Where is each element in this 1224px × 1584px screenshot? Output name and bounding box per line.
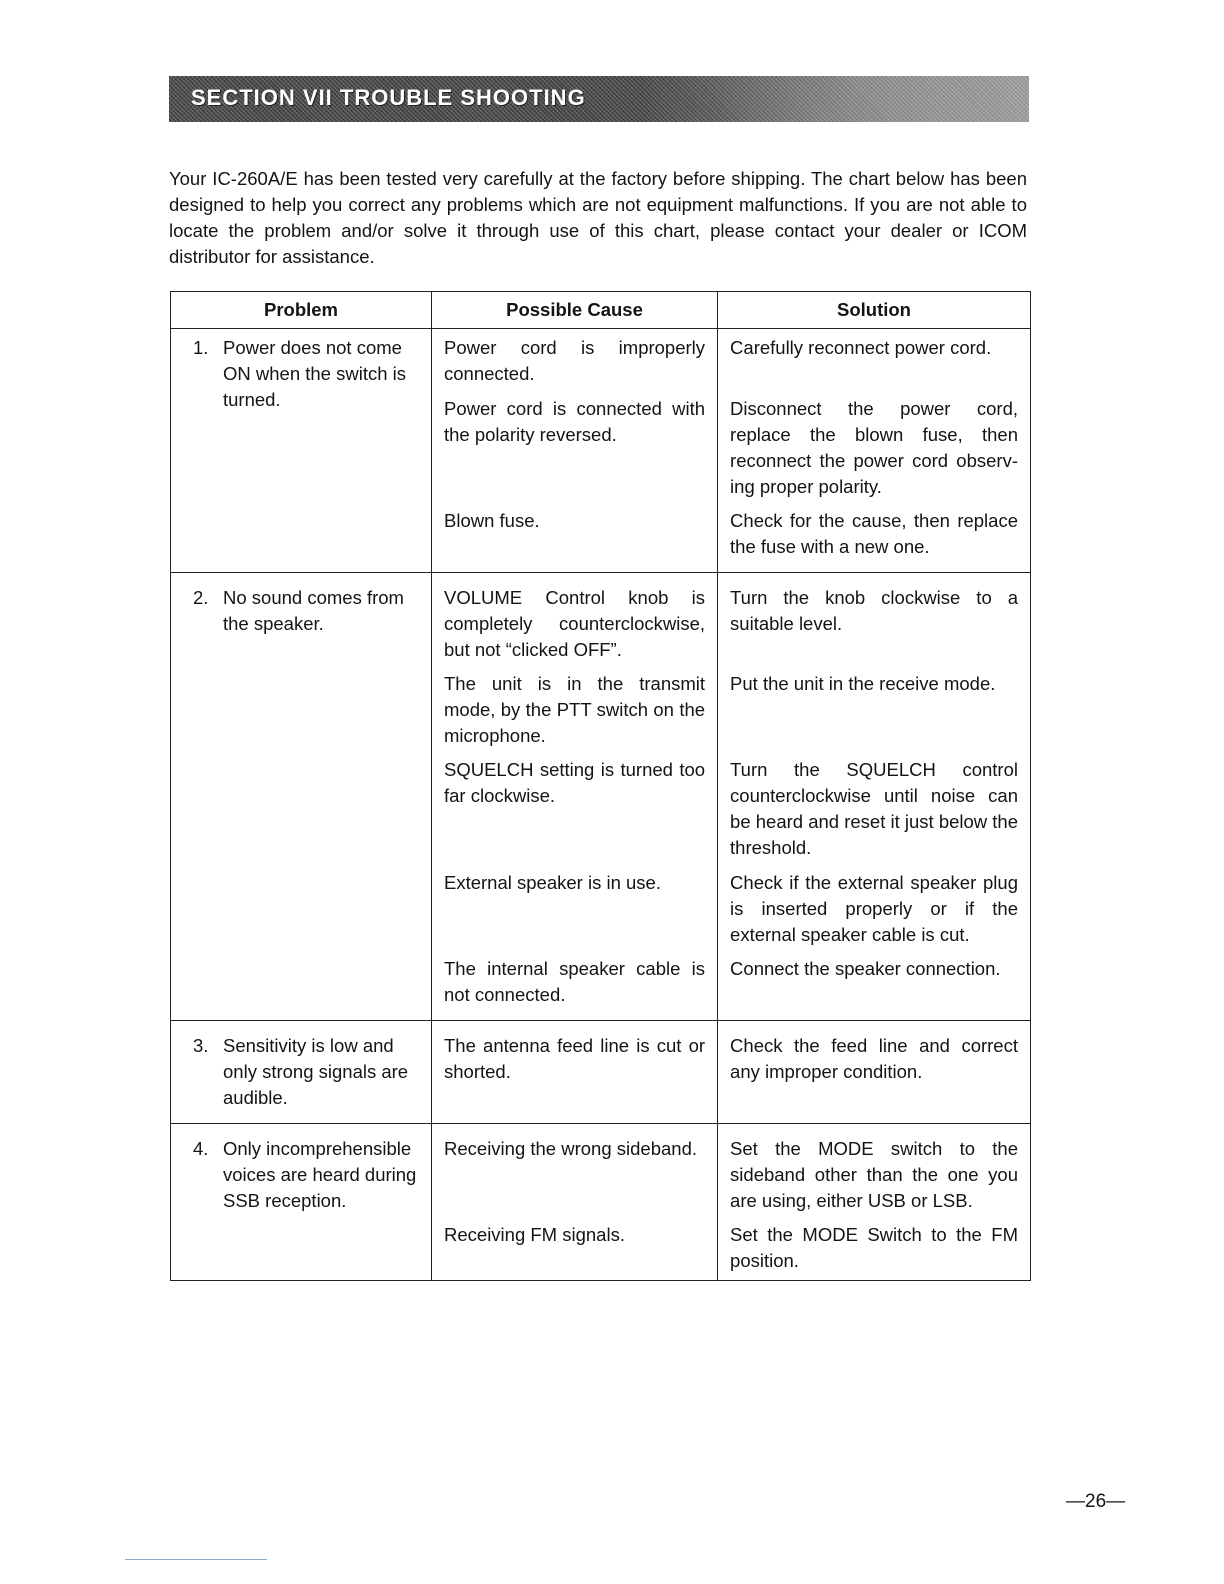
cause-text: VOLUME Control knob is completely counterclockwise, but not “clicked OFF”. bbox=[444, 587, 706, 660]
solution-text: Turn the SQUELCH control counterclockwise until noise can be heard and reset it just below the threshold. bbox=[717, 757, 1030, 870]
cause-solution-cell bbox=[432, 329, 1031, 573]
problem-text: Power does not come ON when the switch is turned. bbox=[223, 337, 407, 410]
problem-cell bbox=[171, 573, 432, 1021]
cause-text: Blown fuse. bbox=[444, 510, 540, 531]
cause-text: The antenna feed line is cut or shorted. bbox=[444, 1035, 706, 1082]
problem-cell bbox=[171, 1021, 432, 1124]
cause-solution-cell bbox=[432, 1124, 1031, 1281]
table-row bbox=[171, 1124, 1031, 1281]
intro-paragraph: Your IC-260A/E has been tested very carefully at the factory before shipping. The chart below has been designed to help you correct any problems which are not equipment malfunctions. If you are not able to locate the problem and/or solve it through use of this chart, please contact your dealer or ICOM distributor for assistance. bbox=[169, 168, 1027, 267]
cause-text: Power cord is connected with the polarity reversed. bbox=[444, 398, 706, 445]
problem-text: Sensitivity is low and only strong signals are audible. bbox=[223, 1035, 409, 1108]
solution-text: Connect the speaker connection. bbox=[717, 956, 1030, 1020]
solution-text: Set the MODE switch to the sideband other than the one you are using, either USB or LSB. bbox=[717, 1124, 1030, 1222]
solution-text: Set the MODE Switch to the FM position. bbox=[717, 1222, 1030, 1280]
cause-text: The internal speaker cable is not connected. bbox=[444, 958, 706, 1005]
problem-number: 3. bbox=[193, 1035, 209, 1056]
solution-text: Disconnect the power cord, replace the blown fuse, then reconnect the power cord observ-ing proper polarity. bbox=[717, 396, 1030, 508]
problem-cell bbox=[171, 1124, 432, 1281]
page-number: —26— bbox=[1066, 1491, 1126, 1512]
table-header-row bbox=[171, 292, 1031, 329]
cause-text: SQUELCH setting is turned too far clockwise. bbox=[444, 759, 706, 806]
cause-text: External speaker is in use. bbox=[444, 872, 661, 893]
solution-text: Carefully reconnect power cord. bbox=[717, 329, 1030, 396]
problem-number: 4. bbox=[193, 1138, 209, 1159]
troubleshooting-table bbox=[170, 291, 1031, 1281]
header-possible-cause: Possible Cause bbox=[432, 292, 718, 329]
solution-text: Check the feed line and correct any improper condition. bbox=[717, 1021, 1030, 1123]
problem-number: 2. bbox=[193, 587, 209, 608]
problem-cell bbox=[171, 329, 432, 573]
solution-text: Check if the external speaker plug is inserted properly or if the external speaker cable is cut. bbox=[717, 870, 1030, 956]
problem-number: 1. bbox=[193, 337, 209, 358]
problem-text: No sound comes from the speaker. bbox=[223, 587, 404, 634]
section-banner bbox=[169, 76, 1029, 122]
cause-text: Power cord is improperly connected. bbox=[444, 337, 706, 384]
solution-text: Put the unit in the receive mode. bbox=[717, 671, 1030, 757]
cause-text: The unit is in the transmit mode, by the PTT switch on the microphone. bbox=[444, 673, 706, 746]
footer-rule bbox=[125, 1559, 267, 1560]
problem-text: Only incomprehensible voices are heard during SSB reception. bbox=[223, 1138, 417, 1211]
table-row bbox=[171, 573, 1031, 1021]
table-row bbox=[171, 329, 1031, 573]
cause-text: Receiving FM signals. bbox=[444, 1224, 625, 1245]
solution-text: Check for the cause, then replace the fuse with a new one. bbox=[717, 508, 1030, 572]
table-row bbox=[171, 1021, 1031, 1124]
cause-text: Receiving the wrong sideband. bbox=[444, 1138, 697, 1159]
header-problem: Problem bbox=[171, 292, 432, 329]
section-title: SECTION VII TROUBLE SHOOTING bbox=[191, 85, 586, 110]
cause-solution-cell bbox=[432, 573, 1031, 1021]
solution-text: Turn the knob clockwise to a suitable level. bbox=[717, 573, 1030, 671]
header-solution: Solution bbox=[718, 292, 1031, 329]
cause-solution-cell bbox=[432, 1021, 1031, 1124]
